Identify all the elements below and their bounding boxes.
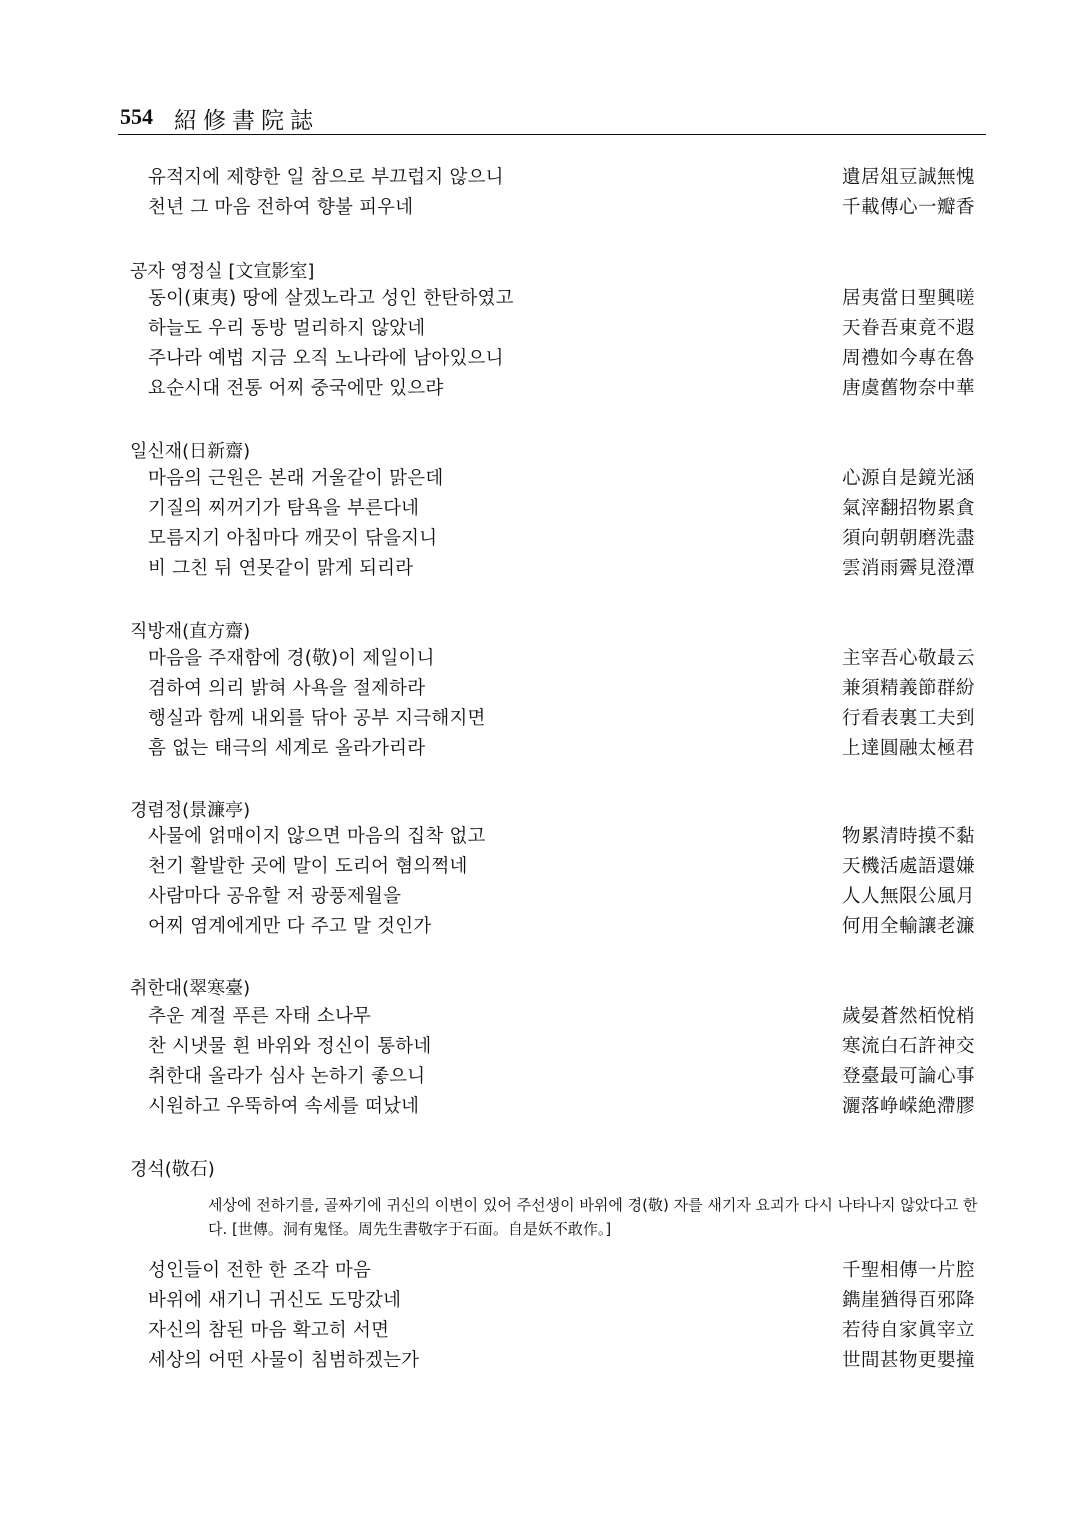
hanja-verse: 須向朝朝磨洗盡 — [841, 528, 975, 549]
korean-verse: 시원하고 우뚝하여 속세를 떠났네 — [148, 1096, 420, 1117]
verse-line — [0, 734, 1075, 764]
verse-line — [0, 674, 1075, 704]
korean-verse: 사물에 얽매이지 않으면 마음의 집착 없고 — [148, 826, 486, 847]
korean-verse: 유적지에 제향한 일 참으로 부끄럽지 않으니 — [148, 167, 504, 188]
korean-verse: 어찌 염계에게만 다 주고 말 것인가 — [148, 916, 432, 937]
hanja-verse: 寒流白石許神交 — [841, 1036, 975, 1057]
verse-line — [0, 524, 1075, 554]
verse-line — [0, 882, 1075, 912]
hanja-verse: 遺居俎豆誠無愧 — [841, 167, 975, 188]
verse-line — [0, 554, 1075, 584]
poem-title: 일신재(日新齋) — [130, 441, 251, 462]
hanja-verse: 行看表裏工夫到 — [841, 708, 975, 729]
hanja-verse: 心源自是鏡光涵 — [841, 468, 975, 489]
korean-verse: 흠 없는 태극의 세계로 올라가리라 — [148, 738, 426, 759]
verse-line — [0, 1286, 1075, 1316]
korean-verse: 주나라 예법 지금 오직 노나라에 남아있으니 — [148, 348, 504, 369]
verse-line — [0, 494, 1075, 524]
hanja-verse: 世間甚物更嬰撞 — [841, 1350, 975, 1371]
poem-title: 경렴정(景濂亭) — [130, 800, 251, 821]
korean-verse: 취한대 올라가 심사 논하기 좋으니 — [148, 1066, 426, 1087]
korean-verse: 천기 활발한 곳에 말이 도리어 혐의쩍네 — [148, 856, 468, 877]
korean-verse: 마음의 근원은 본래 거울같이 맑은데 — [148, 468, 444, 489]
korean-verse: 마음을 주재함에 경(敬)이 제일이니 — [148, 648, 435, 669]
hanja-verse: 歲晏蒼然栢悅梢 — [841, 1006, 975, 1027]
hanja-verse: 唐虞舊物奈中華 — [841, 378, 975, 399]
korean-verse: 동이(東夷) 땅에 살겠노라고 성인 한탄하였고 — [148, 288, 514, 309]
korean-verse: 바위에 새기니 귀신도 도망갔네 — [148, 1290, 402, 1311]
hanja-verse: 氣滓翻招物累貪 — [841, 498, 975, 519]
hanja-verse: 天眷吾東竟不遐 — [841, 318, 975, 339]
verse-line — [0, 314, 1075, 344]
poem-title: 공자 영정실 [文宣影室] — [130, 261, 315, 282]
korean-verse: 비 그친 뒤 연못같이 맑게 되리라 — [148, 558, 414, 579]
page-number: 554 — [120, 104, 153, 129]
korean-verse: 천년 그 마음 전하여 향불 피우네 — [148, 197, 414, 218]
hanja-verse: 上達圓融太極君 — [841, 738, 975, 759]
verse-line — [0, 1002, 1075, 1032]
korean-verse: 성인들이 전한 한 조각 마음 — [148, 1260, 372, 1281]
verse-line — [0, 852, 1075, 882]
verse-line — [0, 1316, 1075, 1346]
hanja-verse: 物累清時摸不黏 — [841, 826, 975, 847]
verse-line — [0, 1092, 1075, 1122]
korean-verse: 하늘도 우리 동방 멀리하지 않았네 — [148, 318, 426, 339]
korean-verse: 세상의 어떤 사물이 침범하겠는가 — [148, 1350, 420, 1371]
korean-verse: 찬 시냇물 흰 바위와 정신이 통하네 — [148, 1036, 432, 1057]
poem-title: 경석(敬石) — [130, 1159, 215, 1180]
korean-verse: 사람마다 공유할 저 광풍제월을 — [148, 886, 402, 907]
hanja-verse: 千載傳心一瓣香 — [841, 197, 975, 218]
hanja-verse: 主宰吾心敬最云 — [841, 648, 975, 669]
hanja-verse: 人人無限公風月 — [841, 886, 975, 907]
hanja-verse: 周禮如今專在魯 — [841, 348, 975, 369]
poem-note: 세상에 전하기를, 골짜기에 귀신의 이변이 있어 주선생이 바위에 경(敬) 자를 새기자 요괴가 다시 나타나지 않았다고 한다. [世傳。洞有鬼怪。周先生書敬字于石面。自是妖不敢作。] — [208, 1196, 978, 1238]
verse-line — [0, 374, 1075, 404]
verse-line — [0, 464, 1075, 494]
verse-line — [0, 1346, 1075, 1376]
poem-title: 직방재(直方齋) — [130, 621, 251, 642]
hanja-verse: 何用全輸讓老濂 — [841, 916, 975, 937]
verse-line — [0, 912, 1075, 942]
hanja-verse: 兼須精義節群紛 — [841, 678, 975, 699]
verse-line — [0, 644, 1075, 674]
korean-verse: 행실과 함께 내외를 닦아 공부 지극해지면 — [148, 708, 486, 729]
korean-verse: 기질의 찌꺼기가 탐욕을 부른다네 — [148, 498, 420, 519]
korean-verse: 모름지기 아침마다 깨끗이 닦을지니 — [148, 528, 438, 549]
verse-line — [0, 1062, 1075, 1092]
korean-verse: 요순시대 전통 어찌 중국에만 있으랴 — [148, 378, 444, 399]
verse-line — [0, 193, 1075, 223]
hanja-verse: 若待自家眞宰立 — [841, 1320, 975, 1341]
verse-line — [0, 163, 1075, 193]
hanja-verse: 灑落峥嵘絶滯膠 — [841, 1096, 975, 1117]
hanja-verse: 天機活處語還嫌 — [841, 856, 975, 877]
hanja-verse: 鐫崖猶得百邪降 — [841, 1290, 975, 1311]
verse-line — [0, 1032, 1075, 1062]
hanja-verse: 千聖相傳一片腔 — [841, 1260, 975, 1281]
verse-line — [0, 344, 1075, 374]
verse-line — [0, 704, 1075, 734]
hanja-verse: 居夷當日聖興嗟 — [841, 288, 975, 309]
hanja-verse: 登臺最可論心事 — [841, 1066, 975, 1087]
hanja-verse: 雲消雨霽見澄潭 — [841, 558, 975, 579]
korean-verse: 추운 계절 푸른 자태 소나무 — [148, 1006, 372, 1027]
verse-line — [0, 822, 1075, 852]
korean-verse: 겸하여 의리 밝혀 사욕을 절제하라 — [148, 678, 426, 699]
poem-title: 취한대(翠寒臺) — [130, 978, 251, 999]
verse-line — [0, 284, 1075, 314]
book-title: 紹修書院誌 — [174, 108, 319, 134]
verse-line — [0, 1256, 1075, 1286]
korean-verse: 자신의 참된 마음 확고히 서면 — [148, 1320, 390, 1341]
